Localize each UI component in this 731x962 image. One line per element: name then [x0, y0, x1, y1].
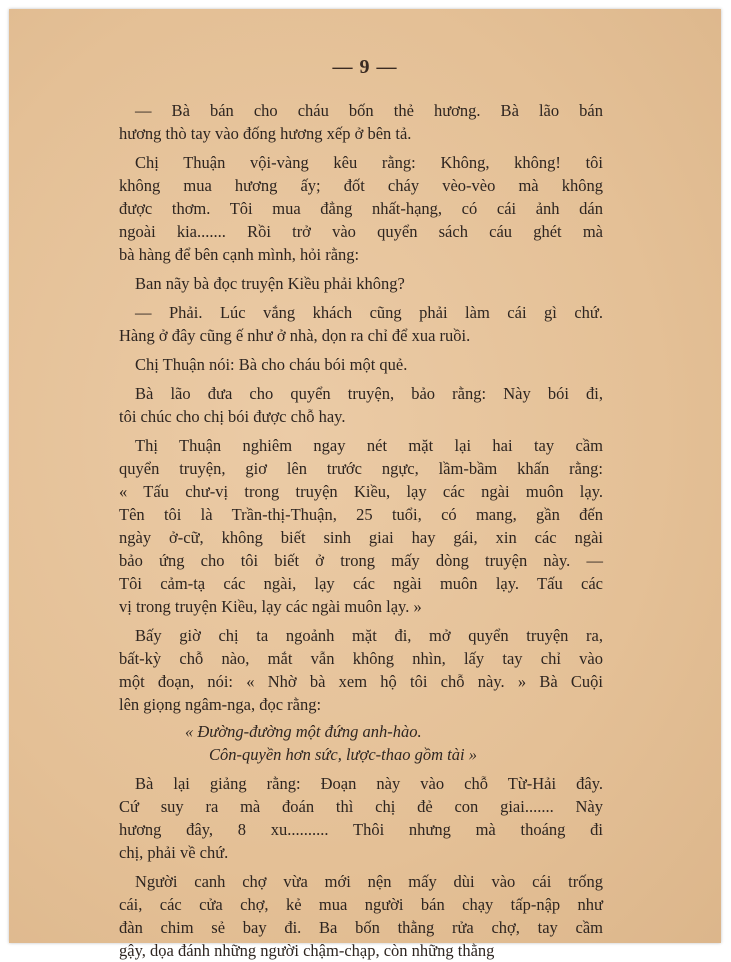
text-line: « Tấu chư-vị trong truyện Kiều, lạy các ngài muôn lạy. — [119, 482, 603, 501]
paragraph — [119, 624, 603, 716]
text-line: cái, các cửa chợ, kẻ mua người bán chạy tấp-nập như — [119, 895, 603, 914]
text-line: Người canh chợ vừa mới nện mấy dùi vào cái trống — [135, 872, 603, 891]
text-line: gậy, dọa đánh những người chậm-chạp, còn những thằng — [119, 941, 495, 960]
text-line: tôi chúc cho chị bói được chỗ hay. — [119, 407, 346, 426]
text-line: được thơm. Tôi mua đẳng nhất-hạng, có cái ảnh dán — [119, 199, 603, 218]
text-line: ngoài kia....... Rồi trở vào quyển sách cáu ghét mà — [119, 222, 603, 241]
paragraph — [119, 353, 603, 376]
paragraph — [119, 151, 603, 266]
text-line: Tôi cảm-tạ các ngài, lạy các ngài muôn lạy. Tấu các — [119, 574, 603, 593]
text-line: bảo ứng cho tôi biết ở trong mấy dòng truyện này. — — [119, 551, 603, 570]
paragraph — [119, 382, 603, 428]
text-line: Cứ suy ra mà đoán thì chị đẻ con giai....... Này — [119, 797, 603, 816]
text-line: không mua hương ấy; đốt cháy vèo-vèo mà không — [119, 176, 603, 195]
text-line: Thị Thuận nghiêm ngay nét mặt lại hai tay cầm — [135, 436, 603, 455]
text-line: Chị Thuận nói: Bà cho cháu bói một quẻ. — [135, 355, 408, 374]
text-line: quyển truyện, giơ lên trước ngực, lầm-bầm khấn rằng: — [119, 459, 603, 478]
text-line: Bà lại giảng rằng: Đoạn này vào chỗ Từ-Hải đây. — [135, 774, 603, 793]
text-line: hương đây, 8 xu.......... Thôi nhưng mà thoáng đi — [119, 820, 603, 839]
text-line: Tên tôi là Trần-thị-Thuận, 25 tuổi, có mang, gần đến — [119, 505, 603, 524]
text-line: — Bà bán cho cháu bốn thẻ hương. Bà lão bán — [135, 101, 603, 120]
book-page — [9, 9, 721, 960]
text-line: chị, phải về chứ. — [119, 843, 229, 862]
text-line: ngày ở-cữ, không biết sinh giai hay gái, xin các ngài — [119, 528, 603, 547]
page-number: — 9 — — [332, 56, 398, 78]
text-line: bất-kỳ chỗ nào, mắt vẫn không nhìn, lấy tay chỉ vào — [119, 649, 603, 668]
text-line: hương thò tay vào đống hương xếp ở bên tả. — [119, 124, 412, 143]
paragraph — [119, 272, 603, 295]
paragraph — [119, 301, 603, 347]
paragraph — [119, 772, 603, 864]
paragraph-group-2 — [119, 772, 603, 962]
text-line: — Phải. Lúc vắng khách cũng phải làm cái gì chứ. — [135, 303, 603, 322]
text-line: Ban nãy bà đọc truyện Kiều phải không? — [135, 274, 405, 293]
text-line: vị trong truyện Kiều, lạy các ngài muôn lạy. » — [119, 597, 422, 616]
text-line: Bà lão đưa cho quyển truyện, bảo rằng: Này bói đi, — [135, 384, 603, 403]
text-line: một đoạn, nói: « Nhờ bà xem hộ tôi chỗ này. » Bà Cuội — [119, 672, 603, 691]
text-line: lên giọng ngâm-nga, đọc rằng: — [119, 695, 322, 714]
page-text — [119, 99, 603, 962]
poem-line: Côn-quyền hơn sức, lược-thao gồm tài » — [209, 745, 477, 764]
text-line: bà hàng để bên cạnh mình, hỏi rằng: — [119, 245, 360, 264]
paragraph — [119, 99, 603, 145]
paragraph-group-1 — [119, 99, 603, 716]
paragraph — [119, 870, 603, 962]
text-line: Hàng ở đây cũng ế như ở nhà, dọn ra chỉ để xua ruồi. — [119, 326, 471, 345]
text-line: Bấy giờ chị ta ngoảnh mặt đi, mở quyển truyện ra, — [135, 626, 603, 645]
text-line: đàn chim sẻ bay đi. Ba bốn thằng rửa chợ, tay cầm — [119, 918, 603, 937]
poem-line: « Đường-đường một đứng anh-hào. — [185, 722, 422, 741]
poem-quote — [119, 720, 603, 766]
text-line: Chị Thuận vội-vàng kêu rằng: Không, không! tôi — [135, 153, 603, 172]
paragraph — [119, 434, 603, 618]
